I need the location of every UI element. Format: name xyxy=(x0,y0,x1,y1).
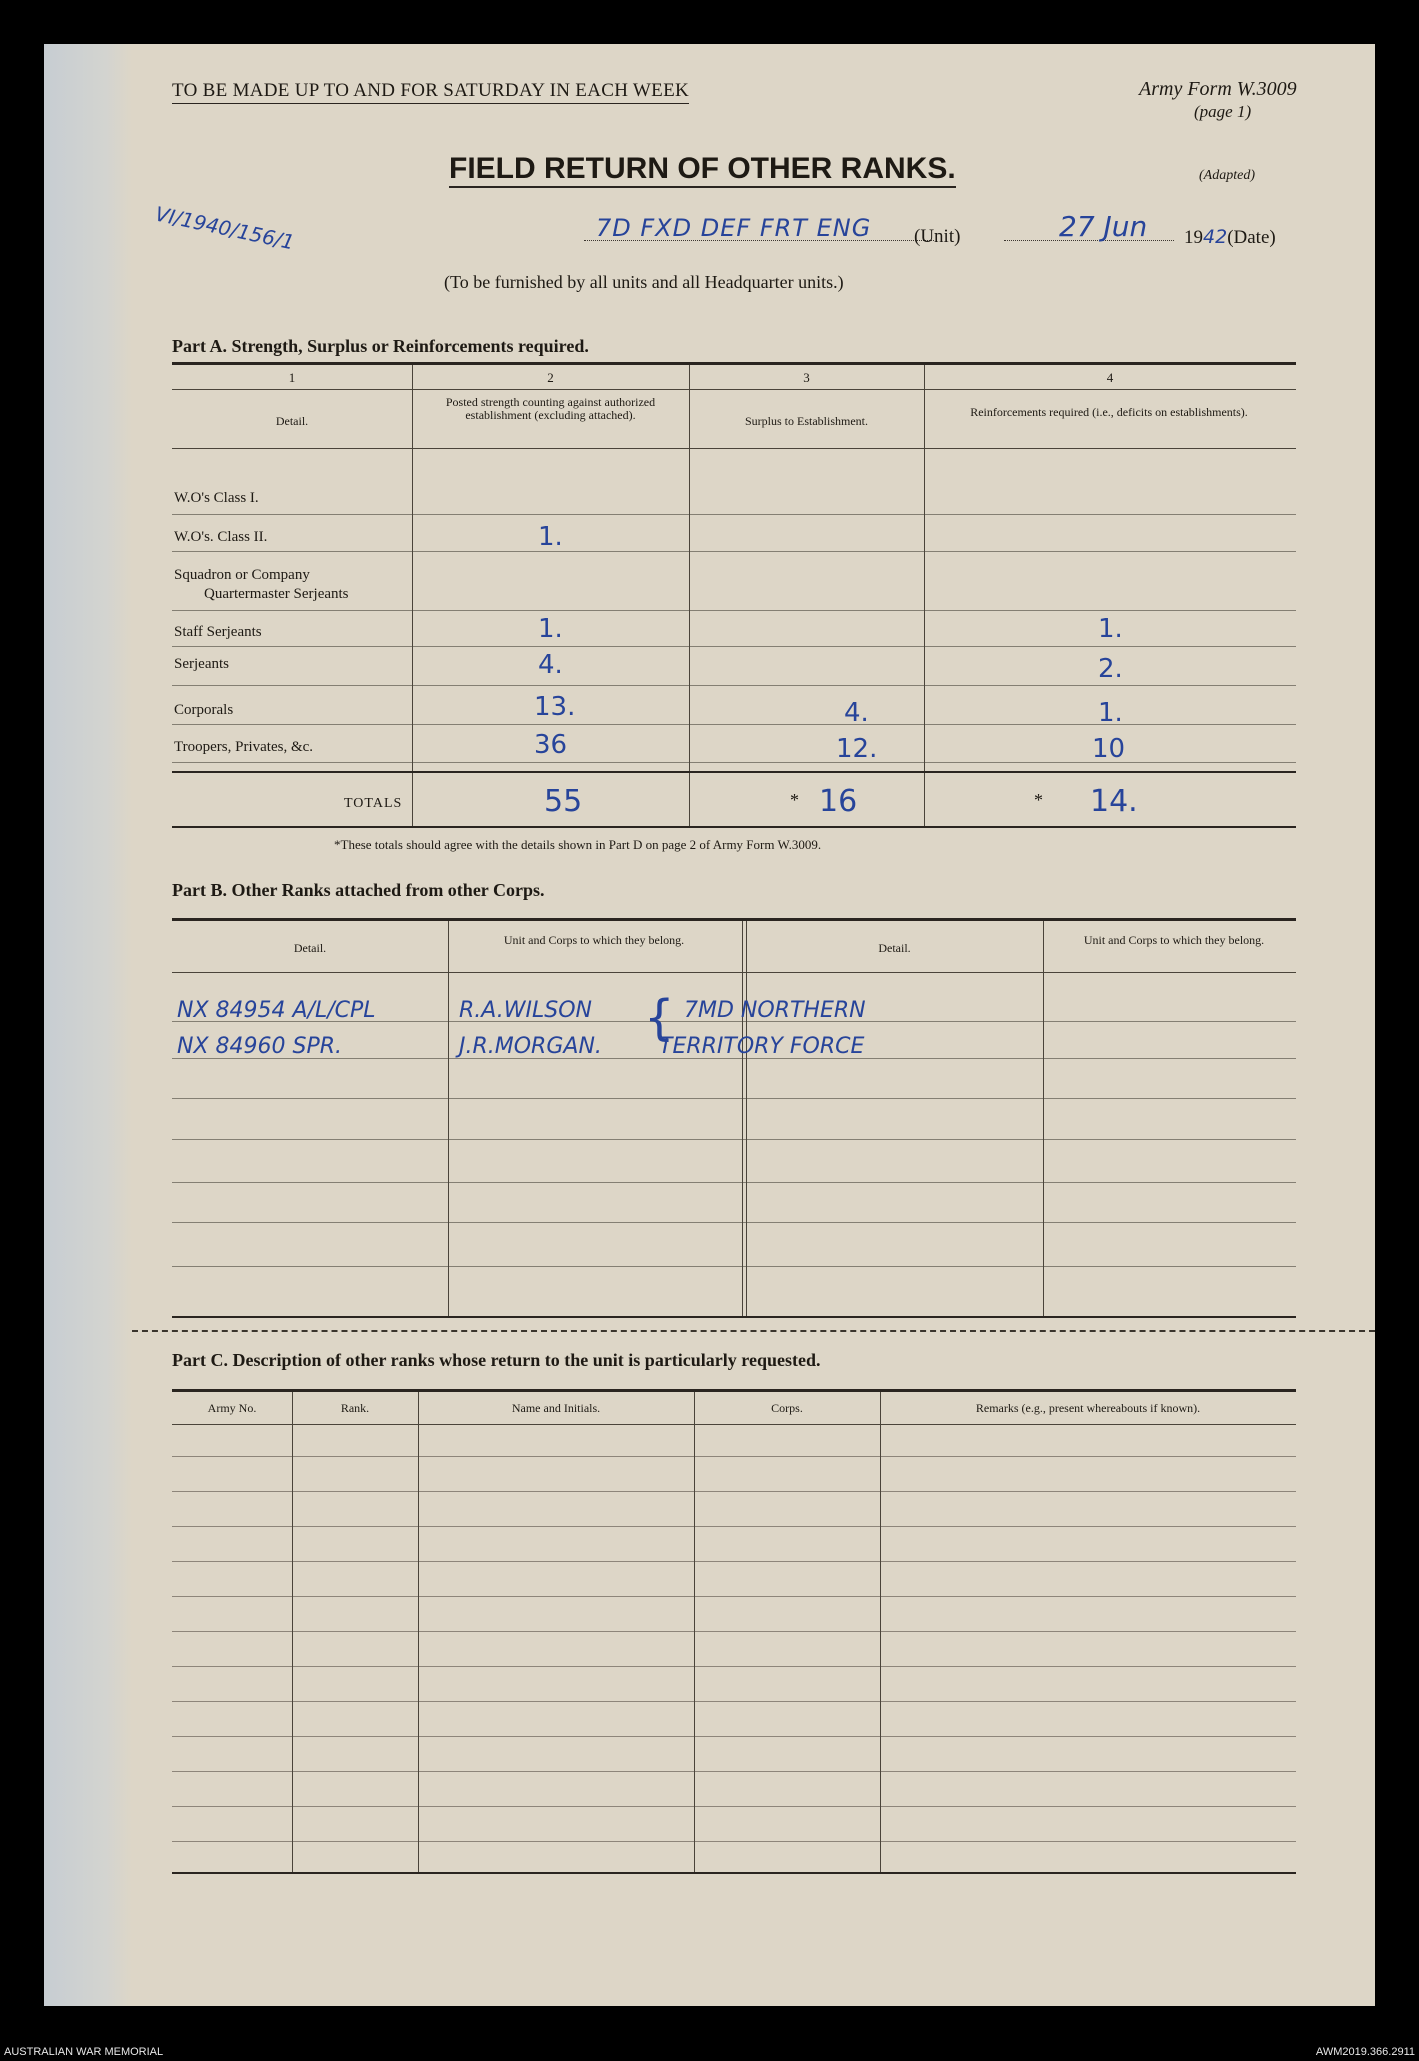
totals-label: TOTALS xyxy=(344,796,403,811)
part-b-col-unit-1: Unit and Corps to which they belong. xyxy=(503,933,685,947)
date-label: (Date) xyxy=(1227,227,1276,248)
total-posted: 55 xyxy=(544,784,583,819)
col-header-detail: Detail. xyxy=(275,414,309,428)
footer-left: AUSTRALIAN WAR MEMORIAL xyxy=(4,2046,164,2058)
form-sheet xyxy=(44,44,1375,2006)
part-b-heading: Part B. Other Ranks attached from other Corps. xyxy=(172,880,545,900)
total-surplus: 16 xyxy=(819,784,858,819)
row-label-staff-serjeants: Staff Serjeants xyxy=(174,624,262,640)
posted-corporals: 13. xyxy=(534,692,576,722)
part-b-col-unit-2: Unit and Corps to which they belong. xyxy=(1083,933,1265,947)
totals-marker-reinf: * xyxy=(1034,790,1043,810)
attached-2-name: J.R.MORGAN. xyxy=(459,1034,602,1059)
year-value: 42 xyxy=(1203,226,1228,248)
col-header-reinforcements: Reinforcements required (i.e., deficits on establishments). xyxy=(970,405,1248,419)
posted-wo-class-2: 1. xyxy=(538,522,563,552)
part-a-heading: Part A. Strength, Surplus or Reinforcements required. xyxy=(172,336,589,356)
totals-marker-surplus: * xyxy=(790,790,799,810)
part-c-col-army-no: Army No. xyxy=(207,1401,257,1415)
form-adapted: (Adapted) xyxy=(1199,168,1255,183)
surplus-corporals: 4. xyxy=(844,698,869,728)
unit-value: 7D FXD DEF FRT ENG xyxy=(596,214,872,242)
instruction-text: TO BE MADE UP TO AND FOR SATURDAY IN EACH WEEK xyxy=(172,80,689,104)
form-page: (page 1) xyxy=(1194,102,1252,121)
furnish-note: (To be furnished by all units and all Headquarter units.) xyxy=(444,272,844,292)
part-c-col-rank: Rank. xyxy=(340,1401,370,1415)
reinf-corporals: 1. xyxy=(1098,698,1123,728)
reinf-staff-serjeants: 1. xyxy=(1098,614,1123,644)
part-c-col-corps: Corps. xyxy=(771,1401,803,1415)
unit-label: (Unit) xyxy=(914,226,961,247)
row-label-wo-class-1: W.O's Class I. xyxy=(174,490,259,506)
attached-1-detail: NX 84954 A/L/CPL xyxy=(177,998,376,1023)
col-header-surplus: Surplus to Establishment. xyxy=(745,414,868,428)
page-title: FIELD RETURN OF OTHER RANKS. xyxy=(449,152,956,188)
col-number-2: 2 xyxy=(547,370,554,385)
perforation-line xyxy=(132,1330,1375,1332)
posted-staff-serjeants: 1. xyxy=(538,614,563,644)
year-prefix: 19 xyxy=(1184,227,1203,248)
attached-1-unit: 7MD NORTHERN xyxy=(684,998,866,1023)
part-c-col-name: Name and Initials. xyxy=(511,1401,601,1415)
row-label-serjeants: Serjeants xyxy=(174,656,229,672)
reinf-serjeants: 2. xyxy=(1098,654,1123,684)
total-reinf: 14. xyxy=(1090,784,1138,819)
row-label-troopers: Troopers, Privates, &c. xyxy=(174,739,314,755)
col-number-1: 1 xyxy=(288,370,296,385)
posted-serjeants: 4. xyxy=(538,650,563,680)
col-number-3: 3 xyxy=(803,370,810,385)
file-reference: VI/1940/156/1 xyxy=(153,201,297,255)
footer-right: AWM2019.366.2911 xyxy=(1315,2046,1415,2058)
bracket-icon: { xyxy=(644,990,675,1046)
col-header-posted: Posted strength counting against authorized establishment (excluding attached). xyxy=(445,395,656,422)
date-value: 27 Jun xyxy=(1059,210,1148,243)
part-c-col-remarks: Remarks (e.g., present whereabouts if known). xyxy=(975,1401,1201,1415)
part-b-col-detail-2: Detail. xyxy=(878,941,911,955)
col-number-4: 4 xyxy=(1106,370,1114,385)
row-label-wo-class-2: W.O's. Class II. xyxy=(174,529,268,545)
part-b-col-detail-1: Detail. xyxy=(293,941,327,955)
attached-2-unit: TERRITORY FORCE xyxy=(659,1034,865,1059)
posted-troopers: 36 xyxy=(534,730,568,760)
form-number: Army Form W.3009 xyxy=(1139,78,1297,100)
attached-2-detail: NX 84960 SPR. xyxy=(177,1034,343,1059)
surplus-troopers: 12. xyxy=(836,734,878,764)
part-c-heading: Part C. Description of other ranks whose return to the unit is particularly requested. xyxy=(172,1350,821,1370)
row-label-qm-serjeants: Quartermaster Serjeants xyxy=(204,586,349,602)
row-label-squadron: Squadron or Company xyxy=(174,567,310,583)
part-a-footnote: *These totals should agree with the details shown in Part D on page 2 of Army Form W.3009. xyxy=(334,837,822,852)
reinf-troopers: 10 xyxy=(1092,734,1126,764)
attached-1-name: R.A.WILSON xyxy=(459,998,592,1023)
row-label-corporals: Corporals xyxy=(174,702,234,718)
